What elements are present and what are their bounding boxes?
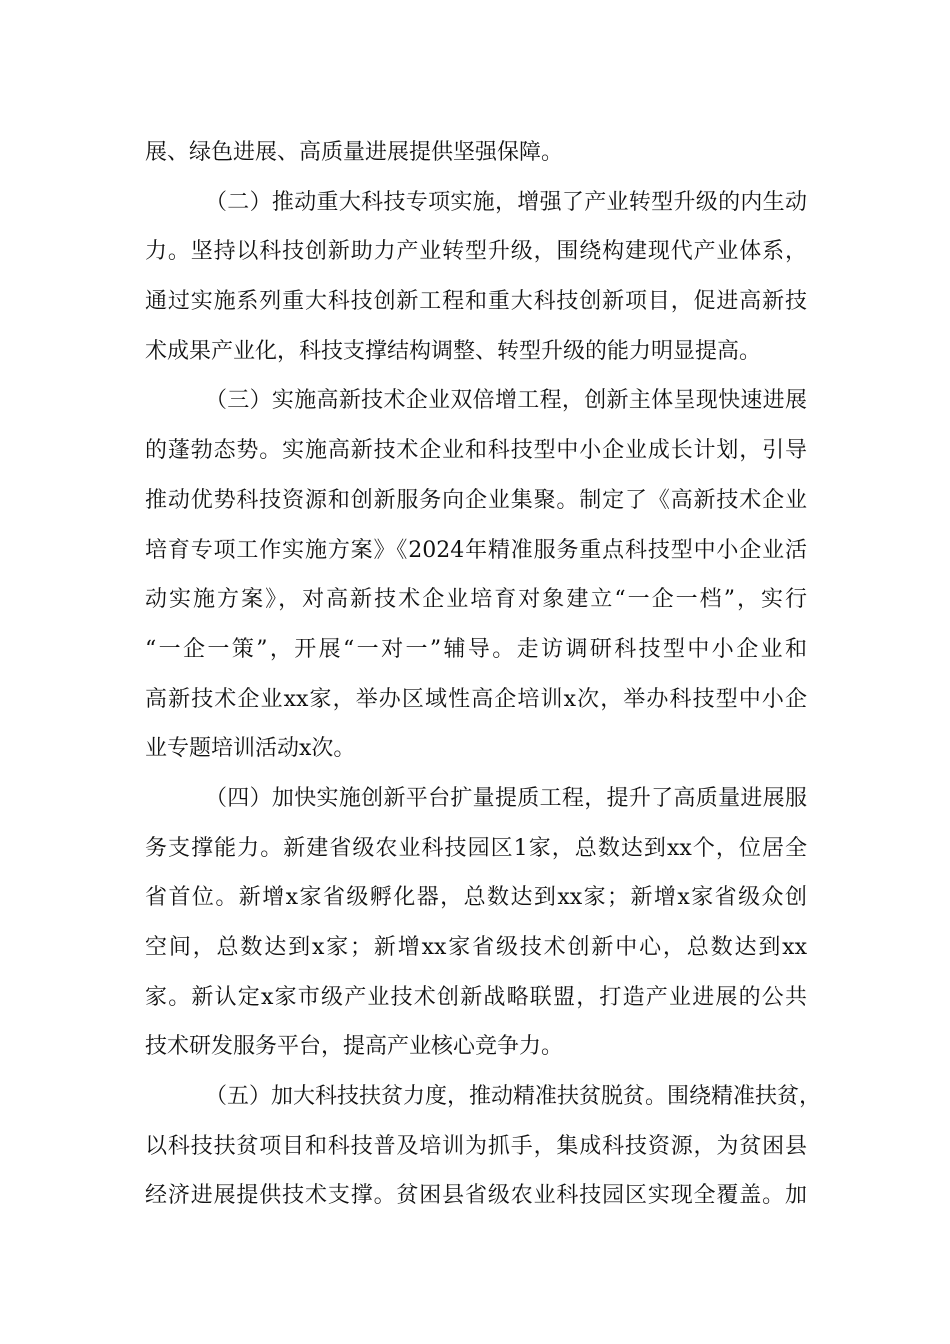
text-line: 家。新认定x家市级产业技术创新战略联盟，打造产业进展的公共 (145, 984, 807, 1010)
text-line: 以科技扶贫项目和科技普及培训为抓手，集成科技资源，为贫困县 (145, 1133, 807, 1159)
text-line: 空间，总数达到x家；新增xx家省级技术创新中心，总数达到xx (145, 935, 807, 960)
text-line: （五）加大科技扶贫力度，推动精准扶贫脱贫。围绕精准扶贫， (205, 1084, 822, 1110)
text-line: 术成果产业化，科技支撑结构调整、转型升级的能力明显提高。 (145, 338, 762, 364)
text-line: 力。坚持以科技创新助力产业转型升级，围绕构建现代产业体系， (145, 239, 807, 265)
text-line: 通过实施系列重大科技创新工程和重大科技创新项目，促进高新技 (145, 289, 807, 315)
text-line: 培育专项工作实施方案》《2024年精准服务重点科技型中小企业活 (145, 537, 807, 563)
text-line: 的蓬勃态势。实施高新技术企业和科技型中小企业成长计划，引导 (145, 438, 807, 464)
text-line: 推动优势科技资源和创新服务向企业集聚。制定了《高新技术企业 (145, 487, 807, 513)
document-body (145, 128, 822, 1221)
text-line: 展、绿色进展、高质量进展提供坚强保障。 (145, 140, 564, 165)
text-line: （四）加快实施创新平台扩量提质工程，提升了高质量进展服 (205, 785, 807, 811)
text-line: （二）推动重大科技专项实施，增强了产业转型升级的内生动 (205, 189, 807, 215)
text-line: 动实施方案》，对高新技术企业培育对象建立“一企一档”，实行 (145, 587, 807, 613)
text-line: 技术研发服务平台，提高产业核心竞争力。 (145, 1034, 564, 1060)
text-line: “一企一策”，开展“一对一”辅导。走访调研科技型中小企业和 (145, 636, 807, 662)
text-line: （三）实施高新技术企业双倍增工程，创新主体呈现快速进展 (205, 388, 807, 414)
text-line: 高新技术企业xx家，举办区域性高企培训x次，举办科技型中小企 (145, 686, 807, 712)
text-line: 省首位。新增x家省级孵化器，总数达到xx家；新增x家省级众创 (145, 885, 807, 911)
text-line: 经济进展提供技术支撑。贫困县省级农业科技园区实现全覆盖。加 (145, 1183, 807, 1209)
text-line: 业专题培训活动x次。 (145, 736, 356, 762)
text-line: 务支撑能力。新建省级农业科技园区1家，总数达到xx个，位居全 (145, 835, 807, 861)
